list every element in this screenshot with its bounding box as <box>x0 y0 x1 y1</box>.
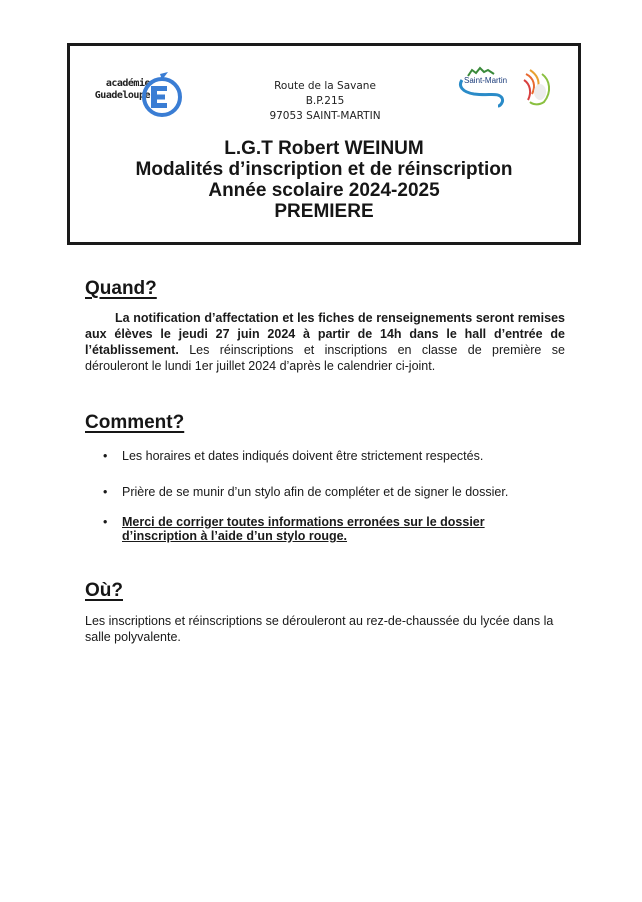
address-city: 97053 SAINT-MARTIN <box>269 110 381 122</box>
academie-label: académie <box>105 78 150 89</box>
quand-normal-text: Les réinscriptions et inscriptions en classe de première se dérouleront le lundi 1er juillet 2024 d’après le calendrier ci-joint. <box>85 343 565 373</box>
bullet-text: Merci de corriger toutes informations erronées sur le dossier d’inscription à l’aide d’un stylo rouge. <box>122 515 485 543</box>
bullet-icon: • <box>103 449 108 463</box>
section-heading-quand: Quand? <box>85 278 157 299</box>
address-po-box: B.P.215 <box>305 95 345 107</box>
class-level: PREMIERE <box>274 201 374 222</box>
saint-martin-label: Saint-Martin <box>464 76 508 85</box>
quand-bold-text: La notification d’affectation et les fiches de renseignements seront remises aux élèves le jeudi 27 juin 2024 à partir de 14h dans le hall d’entrée de l’établissement. <box>85 311 565 357</box>
section-ou-paragraph: Les inscriptions et réinscriptions se dérouleront au rez-de-chaussée du lycée dans la salle polyvalente. <box>85 614 554 644</box>
letterhead-box <box>67 43 581 245</box>
section-heading-ou: Où? <box>85 580 123 601</box>
academie-guadeloupe-logo <box>90 70 190 120</box>
list-item <box>103 515 502 543</box>
bullet-text: Les horaires et dates indiqués doivent être strictement respectés. <box>122 449 484 463</box>
saint-martin-emblem-icon <box>454 62 564 112</box>
list-item <box>103 485 563 499</box>
section-quand-paragraph <box>85 310 565 374</box>
saint-martin-logo <box>454 62 564 112</box>
academie-e-emblem-icon <box>138 70 184 118</box>
comment-bullet-list <box>103 449 563 543</box>
list-item <box>103 449 563 463</box>
bullet-icon: • <box>103 485 108 499</box>
address-street: Route de la Savane <box>274 80 376 92</box>
section-heading-comment: Comment? <box>85 412 185 433</box>
bullet-text: Prière de se munir d’un stylo afin de compléter et de signer le dossier. <box>122 485 509 499</box>
guadeloupe-label: Guadeloupe <box>94 90 150 101</box>
document-title <box>70 138 578 222</box>
school-address <box>220 79 430 124</box>
school-name: L.G.T Robert WEINUM <box>224 138 424 159</box>
school-year: Année scolaire 2024-2025 <box>208 180 440 201</box>
document-subject: Modalités d’inscription et de réinscription <box>135 159 513 180</box>
bullet-icon: • <box>103 515 108 529</box>
